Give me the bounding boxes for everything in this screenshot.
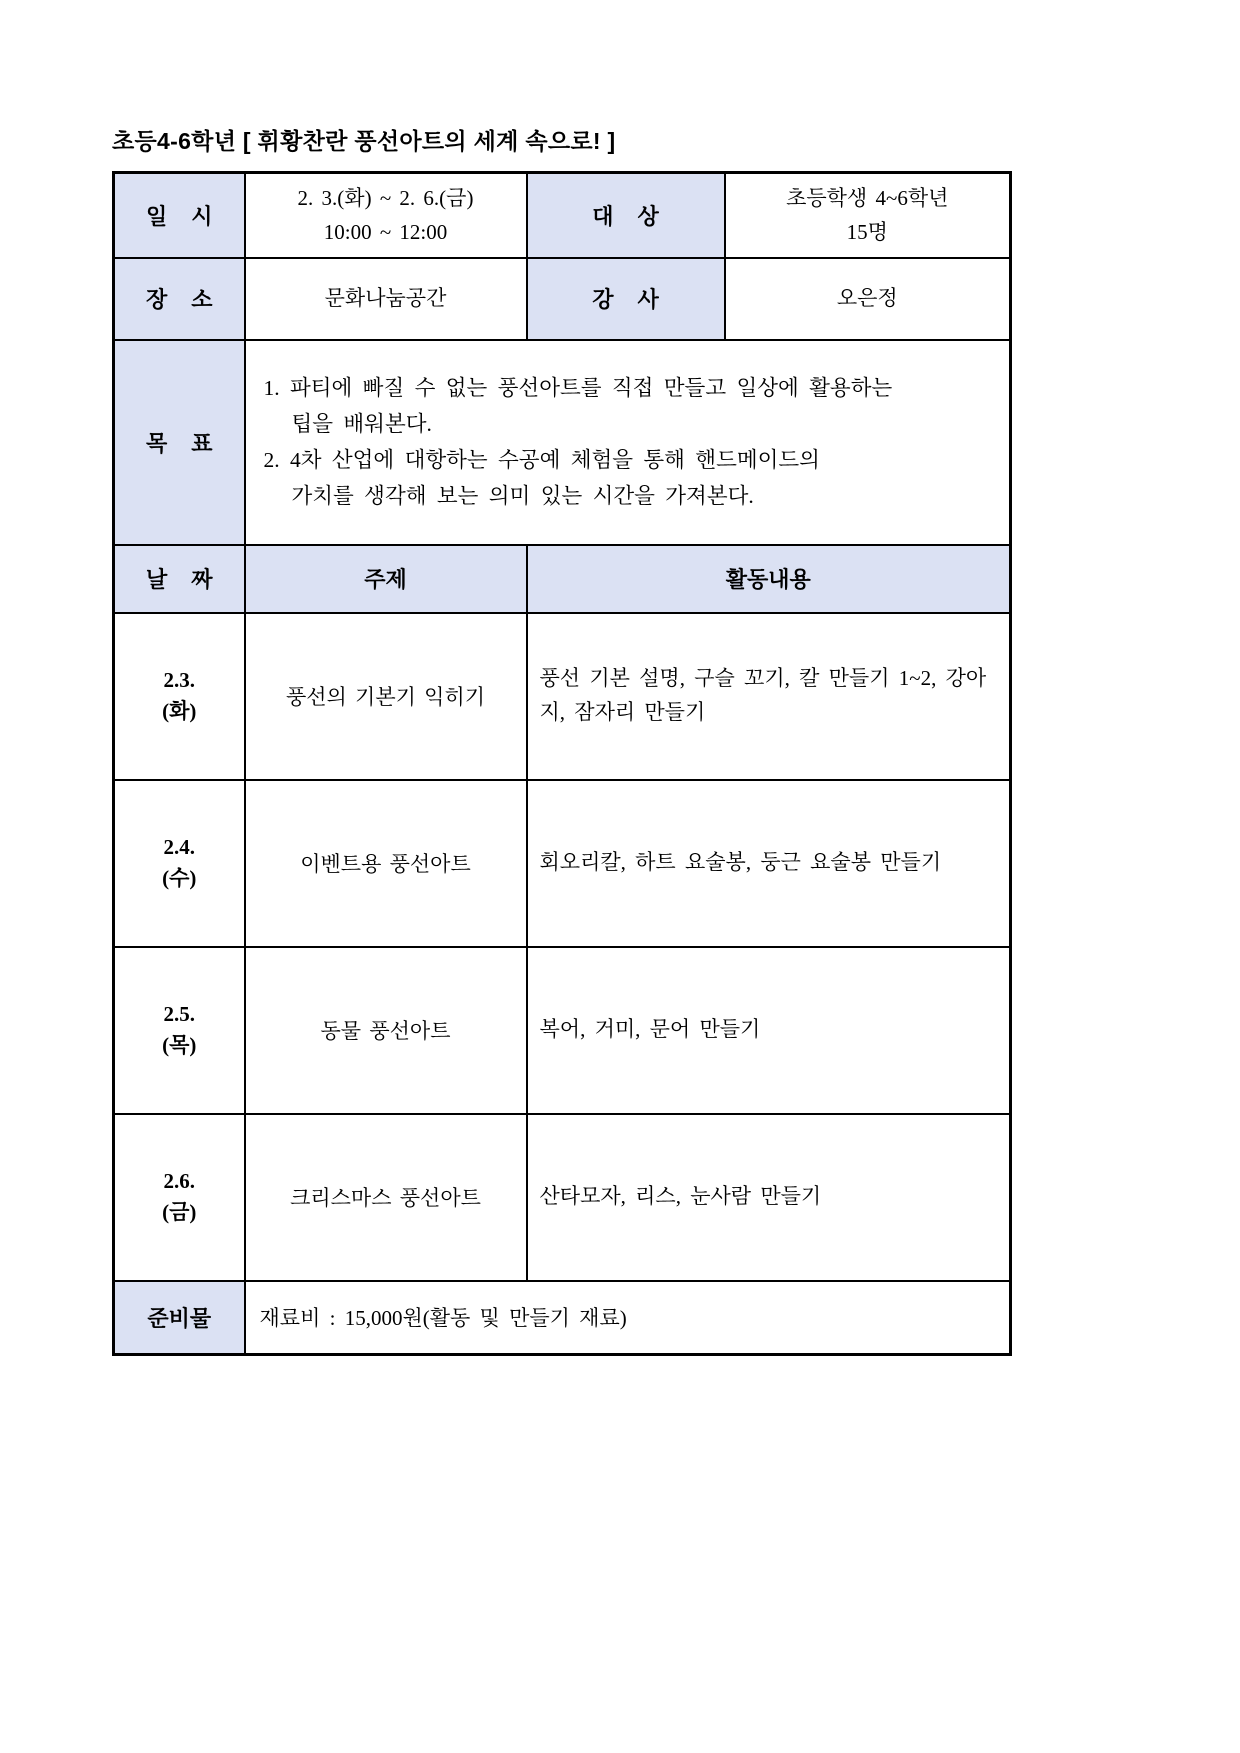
schedule-day-text: (목) (162, 1033, 197, 1057)
row-supplies (114, 1281, 1011, 1355)
schedule-topic: 풍선의 기본기 익히기 (245, 613, 527, 780)
schedule-topic: 크리스마스 풍선아트 (245, 1114, 527, 1281)
schedule-date (114, 780, 245, 947)
row-place-instructor (114, 258, 1011, 340)
schedule-date (114, 947, 245, 1114)
schedule-header-row (114, 545, 1011, 613)
datetime-hours: 10:00 ~ 12:00 (323, 220, 448, 245)
program-table (112, 171, 1012, 1356)
schedule-row (114, 1114, 1011, 1281)
schedule-row (114, 613, 1011, 780)
value-instructor: 오은정 (725, 258, 1011, 340)
col-header-date: 날 짜 (114, 545, 245, 613)
schedule-activity: 회오리칼, 하트 요술봉, 둥근 요술봉 만들기 (527, 780, 1011, 947)
value-place: 문화나눔공간 (245, 258, 527, 340)
schedule-activity: 산타모자, 리스, 눈사람 만들기 (527, 1114, 1011, 1281)
value-goal (245, 340, 1011, 545)
schedule-day-text: (금) (162, 1200, 197, 1224)
schedule-date-text: 2.5. (163, 1001, 195, 1026)
value-datetime (245, 173, 527, 258)
schedule-date-text: 2.3. (163, 667, 195, 692)
schedule-topic: 동물 풍선아트 (245, 947, 527, 1114)
goal-line: 가치를 생각해 보는 의미 있는 시간을 가져본다. (291, 484, 754, 508)
value-supplies: 재료비 : 15,000원(활동 및 만들기 재료) (245, 1281, 1011, 1355)
target-count: 15명 (846, 220, 888, 245)
goal-line: 팁을 배워본다. (291, 412, 432, 436)
label-supplies: 준비물 (114, 1281, 245, 1355)
schedule-day-text: (화) (162, 699, 197, 723)
schedule-date-text: 2.6. (163, 1168, 195, 1193)
schedule-date (114, 613, 245, 780)
label-datetime: 일 시 (114, 173, 245, 258)
schedule-date (114, 1114, 245, 1281)
value-target (725, 173, 1011, 258)
target-grades: 초등학생 4~6학년 (786, 185, 949, 210)
row-datetime-target (114, 173, 1011, 258)
datetime-range: 2. 3.(화) ~ 2. 6.(금) (297, 185, 474, 210)
document-page (112, 123, 1012, 1356)
label-instructor: 강 사 (527, 258, 725, 340)
schedule-activity: 복어, 거미, 문어 만들기 (527, 947, 1011, 1114)
label-place: 장 소 (114, 258, 245, 340)
label-goal: 목 표 (114, 340, 245, 545)
schedule-day-text: (수) (162, 866, 197, 890)
schedule-date-text: 2.4. (163, 834, 195, 859)
row-goal (114, 340, 1011, 545)
col-header-activity: 활동내용 (527, 545, 1011, 613)
col-header-topic: 주제 (245, 545, 527, 613)
goal-line: 2. 4차 산업에 대항하는 수공예 체험을 통해 핸드메이드의 (263, 448, 820, 472)
schedule-row (114, 780, 1011, 947)
label-target: 대 상 (527, 173, 725, 258)
goal-line: 1. 파티에 빠질 수 없는 풍선아트를 직접 만들고 일상에 활용하는 (263, 376, 893, 400)
schedule-row (114, 947, 1011, 1114)
page-title: 초등4-6학년 [ 휘황찬란 풍선아트의 세계 속으로! ] (112, 128, 616, 154)
schedule-topic: 이벤트용 풍선아트 (245, 780, 527, 947)
schedule-activity: 풍선 기본 설명, 구슬 꼬기, 칼 만들기 1~2, 강아지, 잠자리 만들기 (527, 613, 1011, 780)
